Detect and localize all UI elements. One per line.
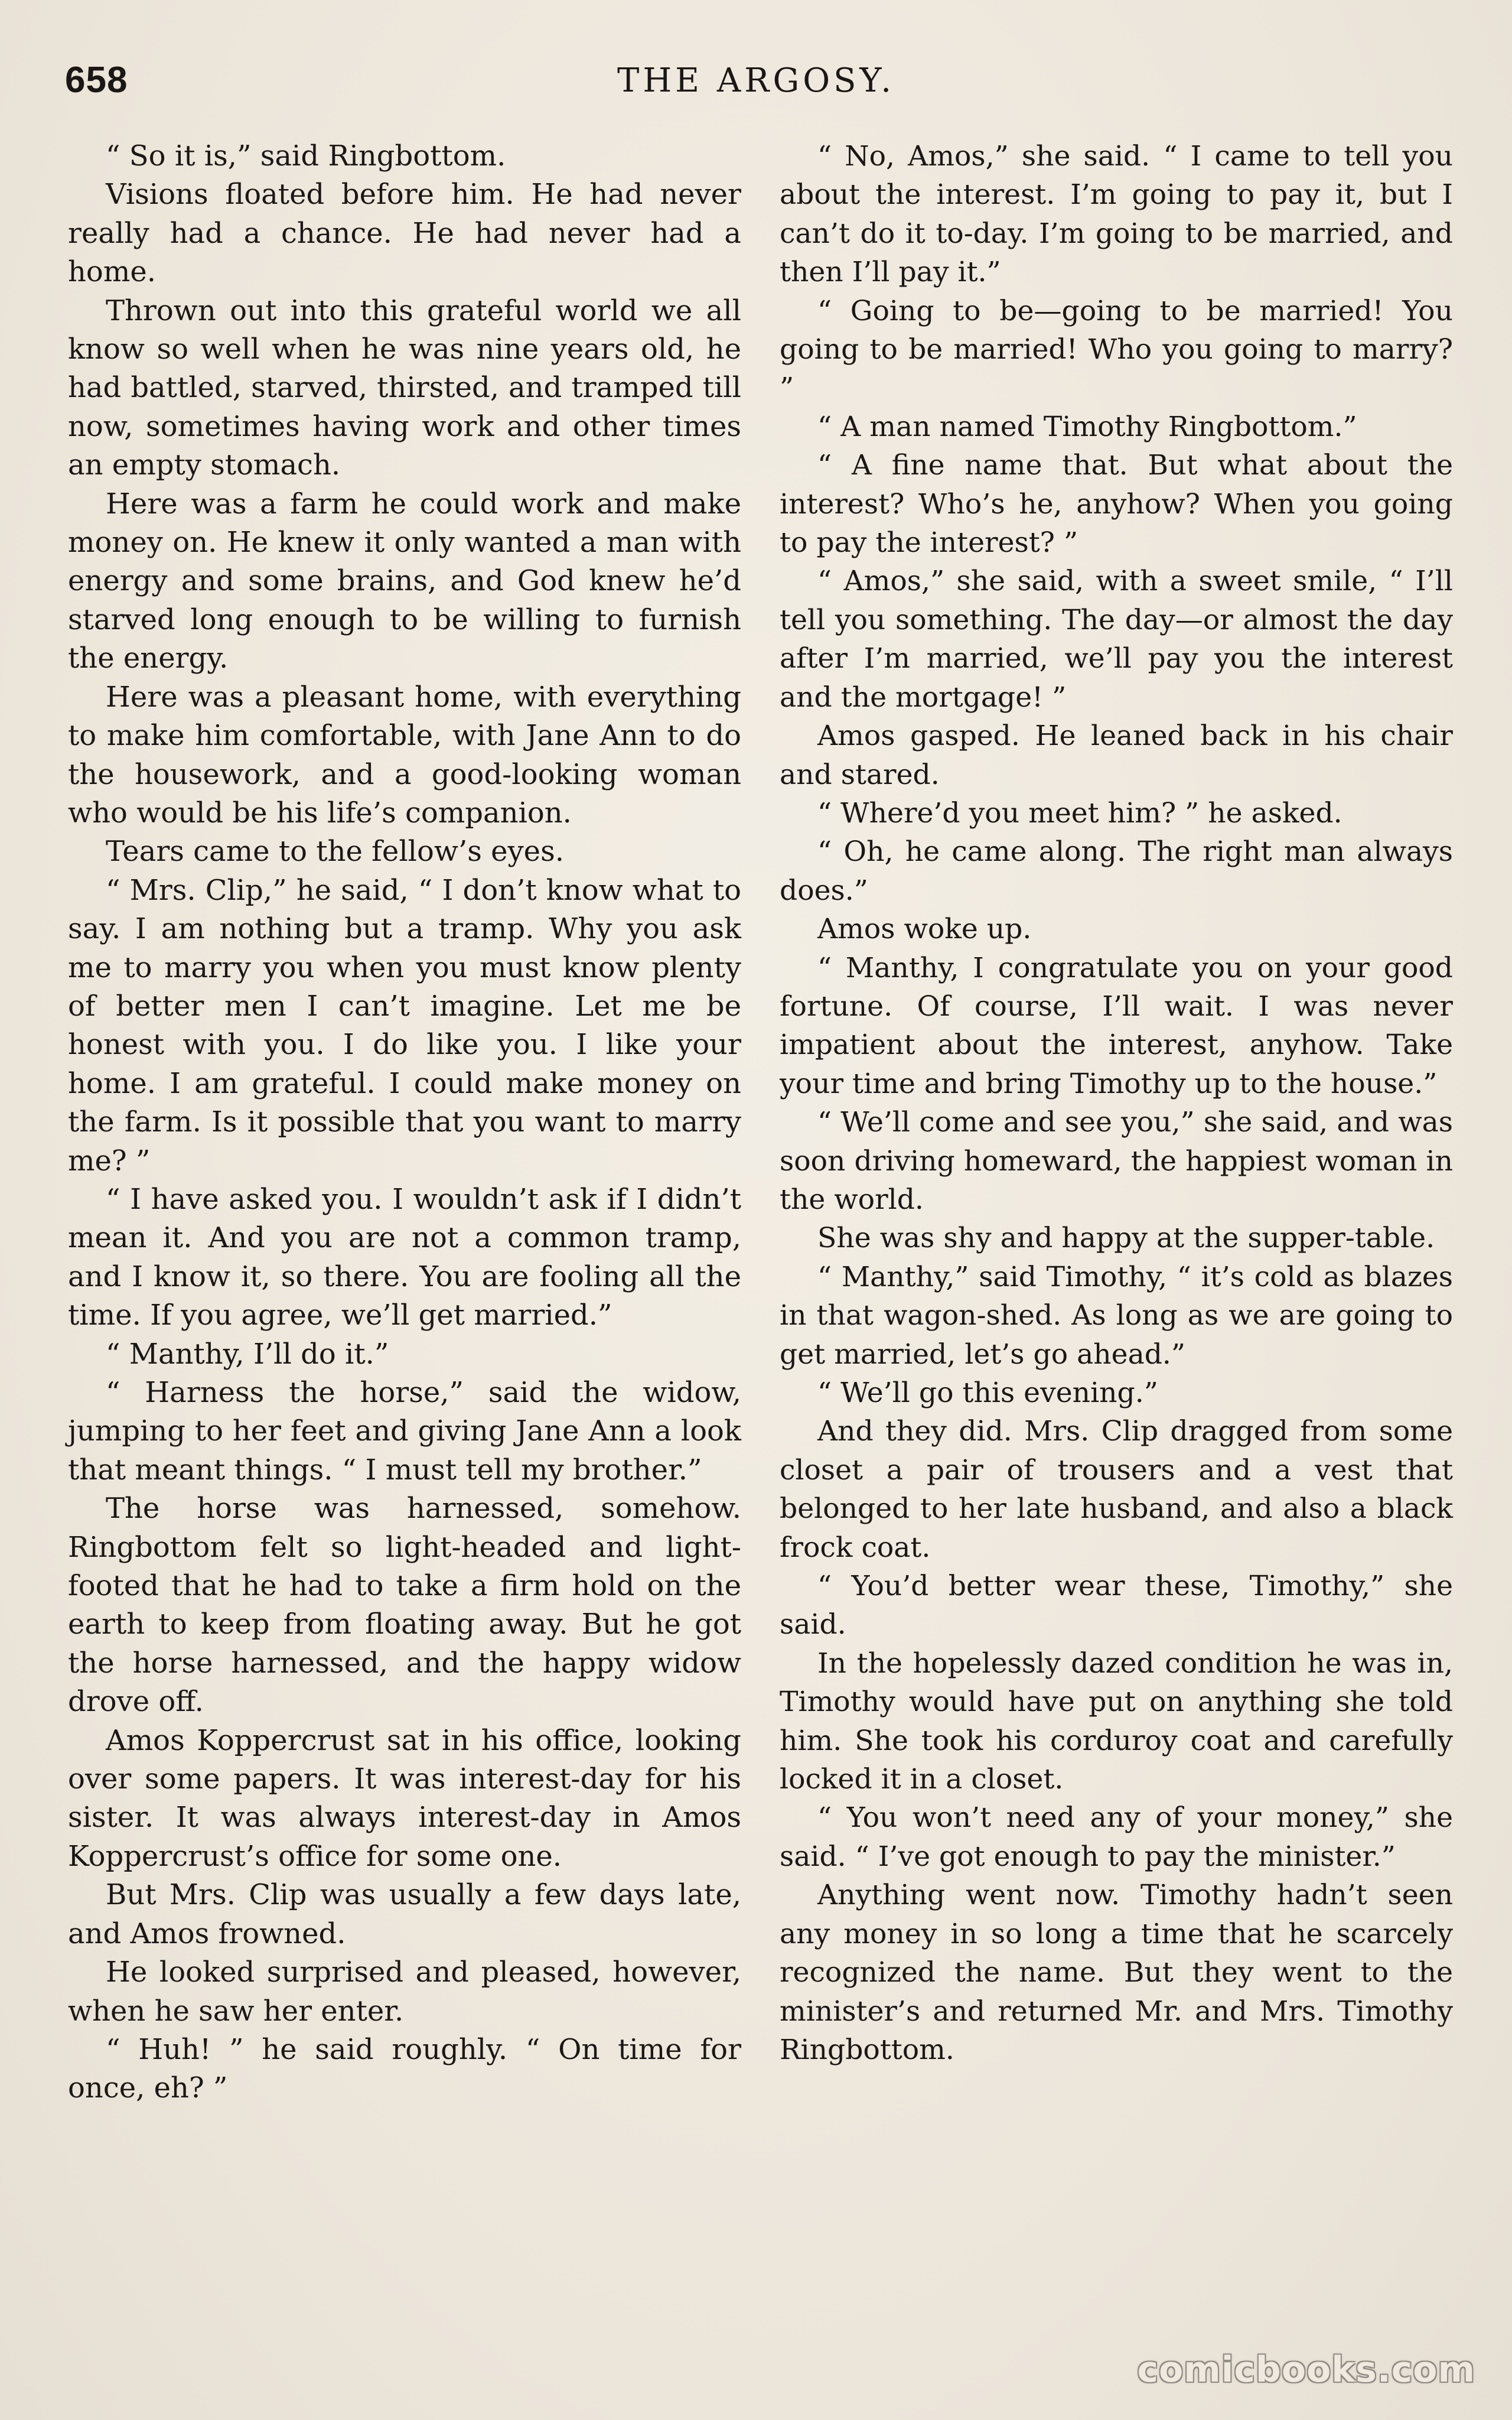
paragraph: The horse was harnessed, somehow. Ringbottom felt so light-headed and light-footed that he had to take a firm hold on the earth to keep from floating away. But he got the horse harnessed, and the happy widow drove off. bbox=[68, 1492, 741, 1719]
left-text-column bbox=[68, 137, 741, 2108]
paragraph: In the hopelessly dazed condition he was in, Timothy would have put on anything she told him. She took his corduroy coat and carefully locked it in a closet. bbox=[780, 1647, 1453, 1796]
paragraph: “ You won’t need any of your money,” she said. “ I’ve got enough to pay the minister.” bbox=[780, 1801, 1453, 1873]
paragraph: “ We’ll go this evening.” bbox=[817, 1377, 1158, 1409]
paragraph: He looked surprised and pleased, however, when he saw her enter. bbox=[68, 1956, 741, 2028]
paragraph: She was shy and happy at the supper-table. bbox=[817, 1222, 1435, 1255]
paragraph: “ A fine name that. But what about the interest? Who’s he, anyhow? When you going to pay the interest? ” bbox=[780, 449, 1453, 560]
paragraph: “ Going to be—going to be married! You going to be married! Who you going to marry? ” bbox=[780, 294, 1453, 405]
paragraph: And they did. Mrs. Clip dragged from some closet a pair of trousers and a vest that belonged to her late husband, and also a black frock coat. bbox=[780, 1415, 1453, 1564]
right-text-column bbox=[780, 137, 1453, 2069]
paragraph: “ Mrs. Clip,” he said, “ I don’t know what to say. I am nothing but a tramp. Why you ask me to marry you when you must know plenty of better men I can’t imagine. Let me be honest with you. I do like you. I like your home. I am grateful. I could make money on the farm. Is it possible that you want to marry me? ” bbox=[68, 873, 741, 1178]
page-number: 658 bbox=[65, 60, 128, 100]
paragraph: Amos woke up. bbox=[817, 913, 1032, 946]
paragraph: “ Manthy, I congratulate you on your good fortune. Of course, I’ll wait. I was never impatient about the interest, anyhow. Take your time and bring Timothy up to the house.” bbox=[780, 951, 1453, 1100]
paragraph: Amos gasped. He leaned back in his chair and stared. bbox=[780, 720, 1453, 791]
watermark: comicbooks.com bbox=[1137, 2349, 1475, 2390]
paragraph: “ A man named Timothy Ringbottom.” bbox=[817, 410, 1357, 443]
running-head-title: THE ARGOSY. bbox=[617, 61, 895, 100]
paragraph: Here was a farm he could work and make money on. He knew it only wanted a man with energy and some brains, and God knew he’d starved long enough to be willing to furnish the energy. bbox=[68, 487, 741, 675]
paragraph: “ Manthy, I’ll do it.” bbox=[106, 1337, 389, 1371]
paragraph: “ Huh! ” he said roughly. “ On time for once, eh? ” bbox=[68, 2032, 741, 2105]
paragraph: But Mrs. Clip was usually a few days late, and Amos frowned. bbox=[68, 1878, 741, 1950]
paragraph: Visions floated before him. He had never really had a chance. He had never had a home. bbox=[68, 178, 741, 289]
paragraph: Anything went now. Timothy hadn’t seen any money in so long a time that he scarcely recognized the name. But they went to the minister’s and returned Mr. and Mrs. Timothy Ringbottom. bbox=[780, 1879, 1453, 2066]
paragraph: “ We’ll come and see you,” she said, and was soon driving homeward, the happiest woman in the world. bbox=[780, 1106, 1453, 1216]
paragraph: Amos Koppercrust sat in his office, looking over some papers. It was interest-day for his sister. It was always interest-day in Amos Koppercrust’s office for some one. bbox=[68, 1723, 741, 1873]
page-header bbox=[65, 59, 1447, 106]
paragraph: “ Harness the horse,” said the widow, jumping to her feet and giving Jane Ann a look that meant things. “ I must tell my brother.” bbox=[68, 1376, 741, 1487]
paragraph: “ You’d better wear these, Timothy,” she said. bbox=[780, 1570, 1453, 1641]
paragraph: Thrown out into this grateful world we all know so well when he was nine years old, he had battled, starved, thirsted, and tramped till now, sometimes having work and other times an empty stomach. bbox=[68, 294, 741, 482]
paragraph: Here was a pleasant home, with everything to make him comfortable, with Jane Ann to do the housework, and a good-looking woman who would be his life’s companion. bbox=[68, 680, 741, 830]
paragraph: “ Manthy,” said Timothy, “ it’s cold as blazes in that wagon-shed. As long as we are going to get married, let’s go ahead.” bbox=[780, 1260, 1453, 1371]
paragraph: “ Amos,” she said, with a sweet smile, “ I’ll tell you something. The day—or almost the day after I’m married, we’ll pay you the interest and the mortgage! ” bbox=[780, 565, 1453, 714]
paragraph: “ So it is,” said Ringbottom. bbox=[106, 139, 506, 173]
paragraph: “ Where’d you meet him? ” he asked. bbox=[817, 796, 1342, 830]
paragraph: “ I have asked you. I wouldn’t ask if I didn’t mean it. And you are not a common tramp, and I know it, so there. You are fooling all the time. If you agree, we’ll get married.” bbox=[68, 1182, 741, 1332]
paragraph: “ Oh, he came along. The right man always does.” bbox=[780, 835, 1453, 907]
paragraph: “ No, Amos,” she said. “ I came to tell you about the interest. I’m going to pay it, but I can’t do it to-day. I’m going to be married, and then I’ll pay it.” bbox=[780, 140, 1453, 289]
paragraph: Tears came to the fellow’s eyes. bbox=[106, 835, 564, 869]
